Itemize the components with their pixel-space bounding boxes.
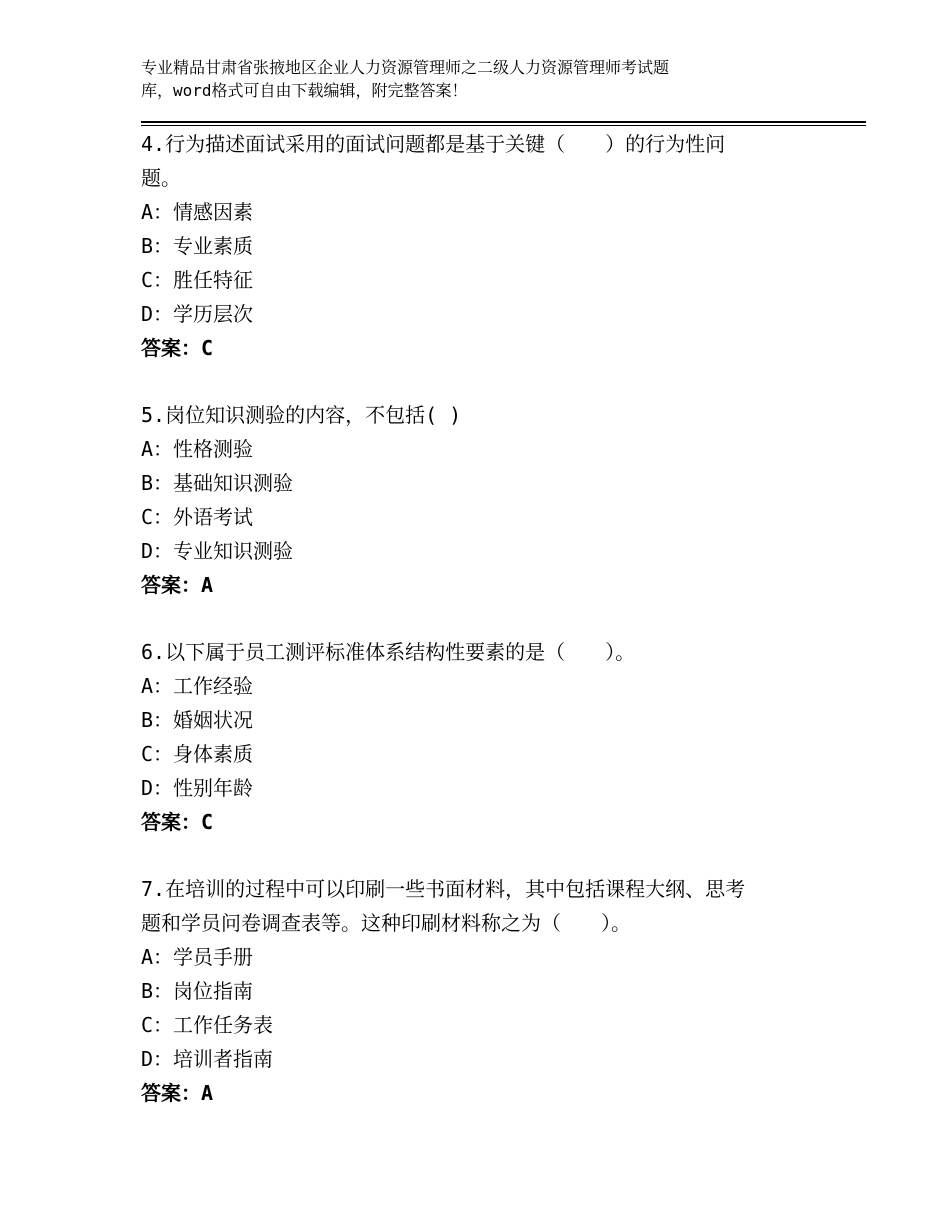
option-c: C：胜任特征 [141,268,254,292]
option-a: A：工作经验 [141,674,254,698]
header-title-line-1: 专业精品甘肃省张掖地区企业人力资源管理师之二级人力资源管理师考试题 [141,58,670,77]
document-header [141,56,781,102]
option-c: C：身体素质 [141,742,254,766]
option-b: B：婚姻状况 [141,708,254,732]
option-d: D：培训者指南 [141,1047,274,1071]
question-4 [141,127,841,365]
question-list [141,127,841,1143]
header-title-line-2: 库，word格式可自由下载编辑，附完整答案！ [141,81,468,100]
question-7 [141,872,841,1110]
answer: 答案：A [141,1081,214,1105]
option-a: A：情感因素 [141,200,254,224]
option-a: A：学员手册 [141,945,254,969]
option-b: B：基础知识测验 [141,471,294,495]
header-divider-thick [141,121,866,123]
question-text: 题和学员问卷调查表等。这种印刷材料称之为（ ）。 [141,911,631,935]
question-text: 7.在培训的过程中可以印刷一些书面材料，其中包括课程大纲、思考 [141,877,746,901]
answer: 答案：A [141,573,214,597]
option-a: A：性格测验 [141,437,254,461]
option-c: C：外语考试 [141,505,254,529]
answer: 答案：C [141,810,214,834]
option-b: B：岗位指南 [141,979,254,1003]
question-text: 题。 [141,166,181,190]
option-b: B：专业素质 [141,234,254,258]
question-5 [141,398,841,602]
answer: 答案：C [141,336,214,360]
question-text: 4.行为描述面试采用的面试问题都是基于关键（ ）的行为性问 [141,132,726,156]
header-divider-thin [141,125,866,126]
option-d: D：性别年龄 [141,776,254,800]
option-d: D：专业知识测验 [141,539,294,563]
question-text: 6.以下属于员工测评标准体系结构性要素的是（ ）。 [141,640,636,664]
option-c: C：工作任务表 [141,1013,274,1037]
question-6 [141,635,841,839]
option-d: D：学历层次 [141,302,254,326]
question-text: 5.岗位知识测验的内容，不包括( ) [141,403,462,427]
